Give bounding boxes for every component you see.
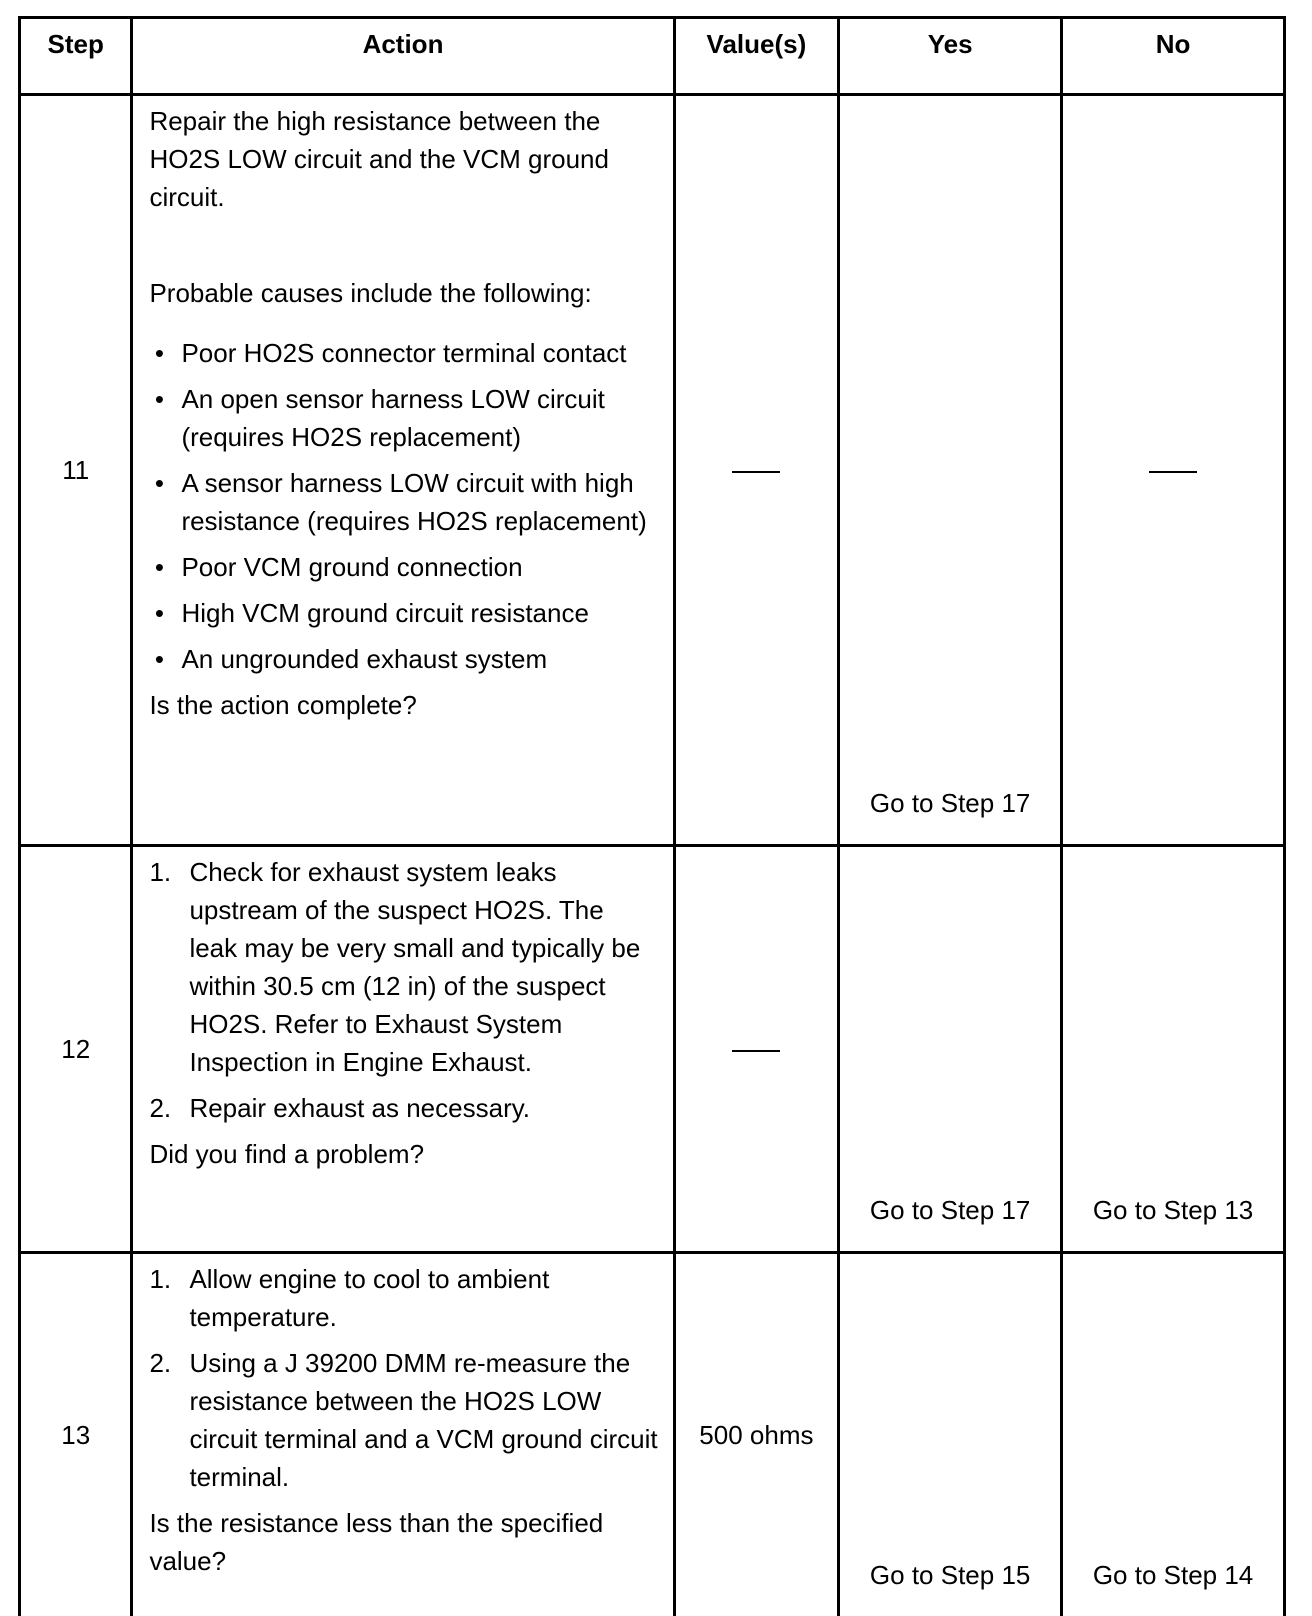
- table-row: [20, 846, 1285, 1253]
- list-item: • High VCM ground circuit resistance: [149, 594, 658, 632]
- action-question: Is the action complete?: [149, 686, 658, 724]
- list-item: • Poor HO2S connector terminal contact: [149, 334, 658, 372]
- step-number: 13: [20, 1253, 132, 1616]
- diagnostic-table: [18, 16, 1286, 1616]
- action-intro: Repair the high resistance between the HO2S LOW circuit and the VCM ground circuit.: [149, 102, 658, 216]
- action-steps: [149, 1260, 658, 1496]
- list-item: 2. Using a J 39200 DMM re-measure the resistance between the HO2S LOW circuit terminal and a VCM ground circuit terminal.: [149, 1344, 658, 1496]
- list-item: • An ungrounded exhaust system: [149, 640, 658, 678]
- action-question: Did you find a problem?: [149, 1135, 658, 1173]
- header-no: No: [1062, 18, 1285, 95]
- step-number: 11: [20, 95, 132, 846]
- header-step: Step: [20, 18, 132, 95]
- list-item: • Poor VCM ground connection: [149, 548, 658, 586]
- bullet-icon: •: [149, 380, 169, 418]
- list-item: • An open sensor harness LOW circuit (requires HO2S replacement): [149, 380, 658, 456]
- yes-cell: Go to Step 17: [839, 846, 1062, 1253]
- dash-mark: [1149, 471, 1197, 473]
- action-question: Is the resistance less than the specified value?: [149, 1504, 658, 1580]
- list-item: 1. Allow engine to cool to ambient temperature.: [149, 1260, 658, 1336]
- no-cell: Go to Step 14: [1062, 1253, 1285, 1616]
- header-values: Value(s): [674, 18, 839, 95]
- list-item: • A sensor harness LOW circuit with high resistance (requires HO2S replacement): [149, 464, 658, 540]
- header-yes: Yes: [839, 18, 1062, 95]
- value-cell: 500 ohms: [674, 1253, 839, 1616]
- action-cell: [132, 846, 674, 1253]
- table-row: [20, 95, 1285, 846]
- causes-heading: Probable causes include the following:: [149, 274, 658, 312]
- no-cell: Go to Step 13: [1062, 846, 1285, 1253]
- table-row: [20, 1253, 1285, 1616]
- bullet-icon: •: [149, 594, 169, 632]
- action-cell: [132, 1253, 674, 1616]
- value-cell: [674, 95, 839, 846]
- action-steps: [149, 853, 658, 1127]
- action-cell: [132, 95, 674, 846]
- step-number: 12: [20, 846, 132, 1253]
- dash-mark: [732, 1050, 780, 1052]
- dash-mark: [732, 471, 780, 473]
- yes-cell: Go to Step 15: [839, 1253, 1062, 1616]
- bullet-icon: •: [149, 640, 169, 678]
- bullet-icon: •: [149, 464, 169, 502]
- value-cell: [674, 846, 839, 1253]
- list-item: 1. Check for exhaust system leaks upstream of the suspect HO2S. The leak may be very small and typically be within 30.5 cm (12 in) of the suspect HO2S. Refer to Exhaust System Inspection in Engine Exhaust.: [149, 853, 658, 1081]
- header-row: [20, 18, 1285, 95]
- bullet-icon: •: [149, 334, 169, 372]
- causes-list: [149, 334, 658, 678]
- no-cell: [1062, 95, 1285, 846]
- list-item: 2. Repair exhaust as necessary.: [149, 1089, 658, 1127]
- bullet-icon: •: [149, 548, 169, 586]
- yes-cell: Go to Step 17: [839, 95, 1062, 846]
- header-action: Action: [132, 18, 674, 95]
